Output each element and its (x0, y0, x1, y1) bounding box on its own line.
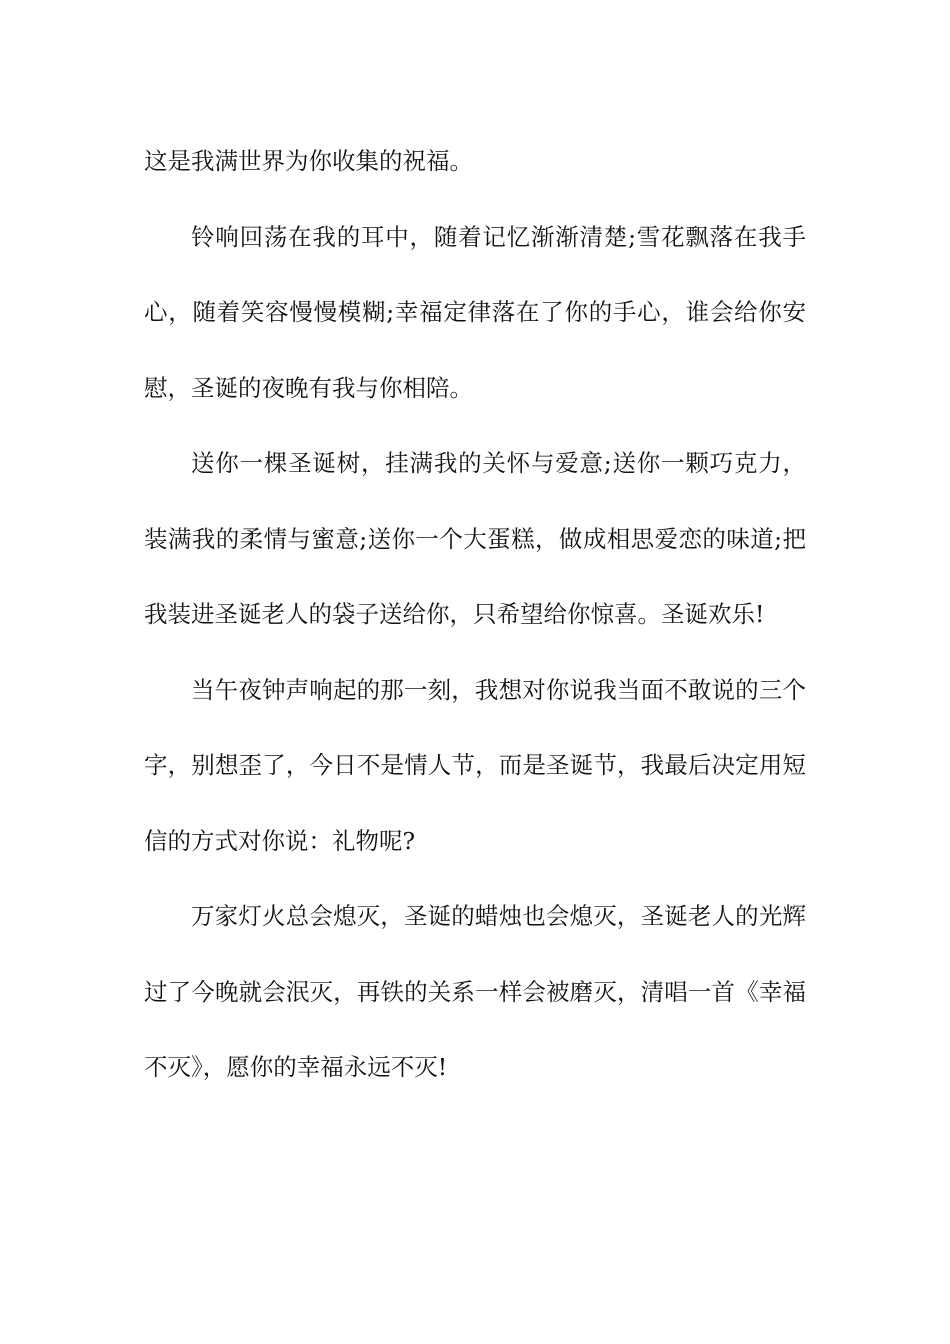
paragraph-1: 这是我满世界为你收集的祝福。 (144, 147, 473, 175)
paragraph-5: 万家灯火总会熄灭，圣诞的蜡烛也会熄灭，圣诞老人的光辉过了今晚就会泯灭，再铁的关系一样会被磨灭，清唱一首《幸福不灭》，愿你的幸福永远不灭! (144, 902, 806, 1081)
document-body (144, 124, 806, 1106)
paragraph-2: 铃响回荡在我的耳中，随着记忆渐渐清楚;雪花飘落在我手心，随着笑容慢慢模糊;幸福定律落在了你的手心，谁会给你安慰，圣诞的夜晚有我与你相陪。 (144, 222, 806, 402)
paragraph-4: 当午夜钟声响起的那一刻，我想对你说我当面不敢说的三个字，别想歪了，今日不是情人节，而是圣诞节，我最后决定用短信的方式对你说：礼物呢? (144, 675, 806, 855)
paragraph-3: 送你一棵圣诞树，挂满我的关怀与爱意;送你一颗巧克力，装满我的柔情与蜜意;送你一个大蛋糕，做成相思爱恋的味道;把我装进圣诞老人的袋子送给你，只希望给你惊喜。圣诞欢乐! (144, 449, 806, 628)
